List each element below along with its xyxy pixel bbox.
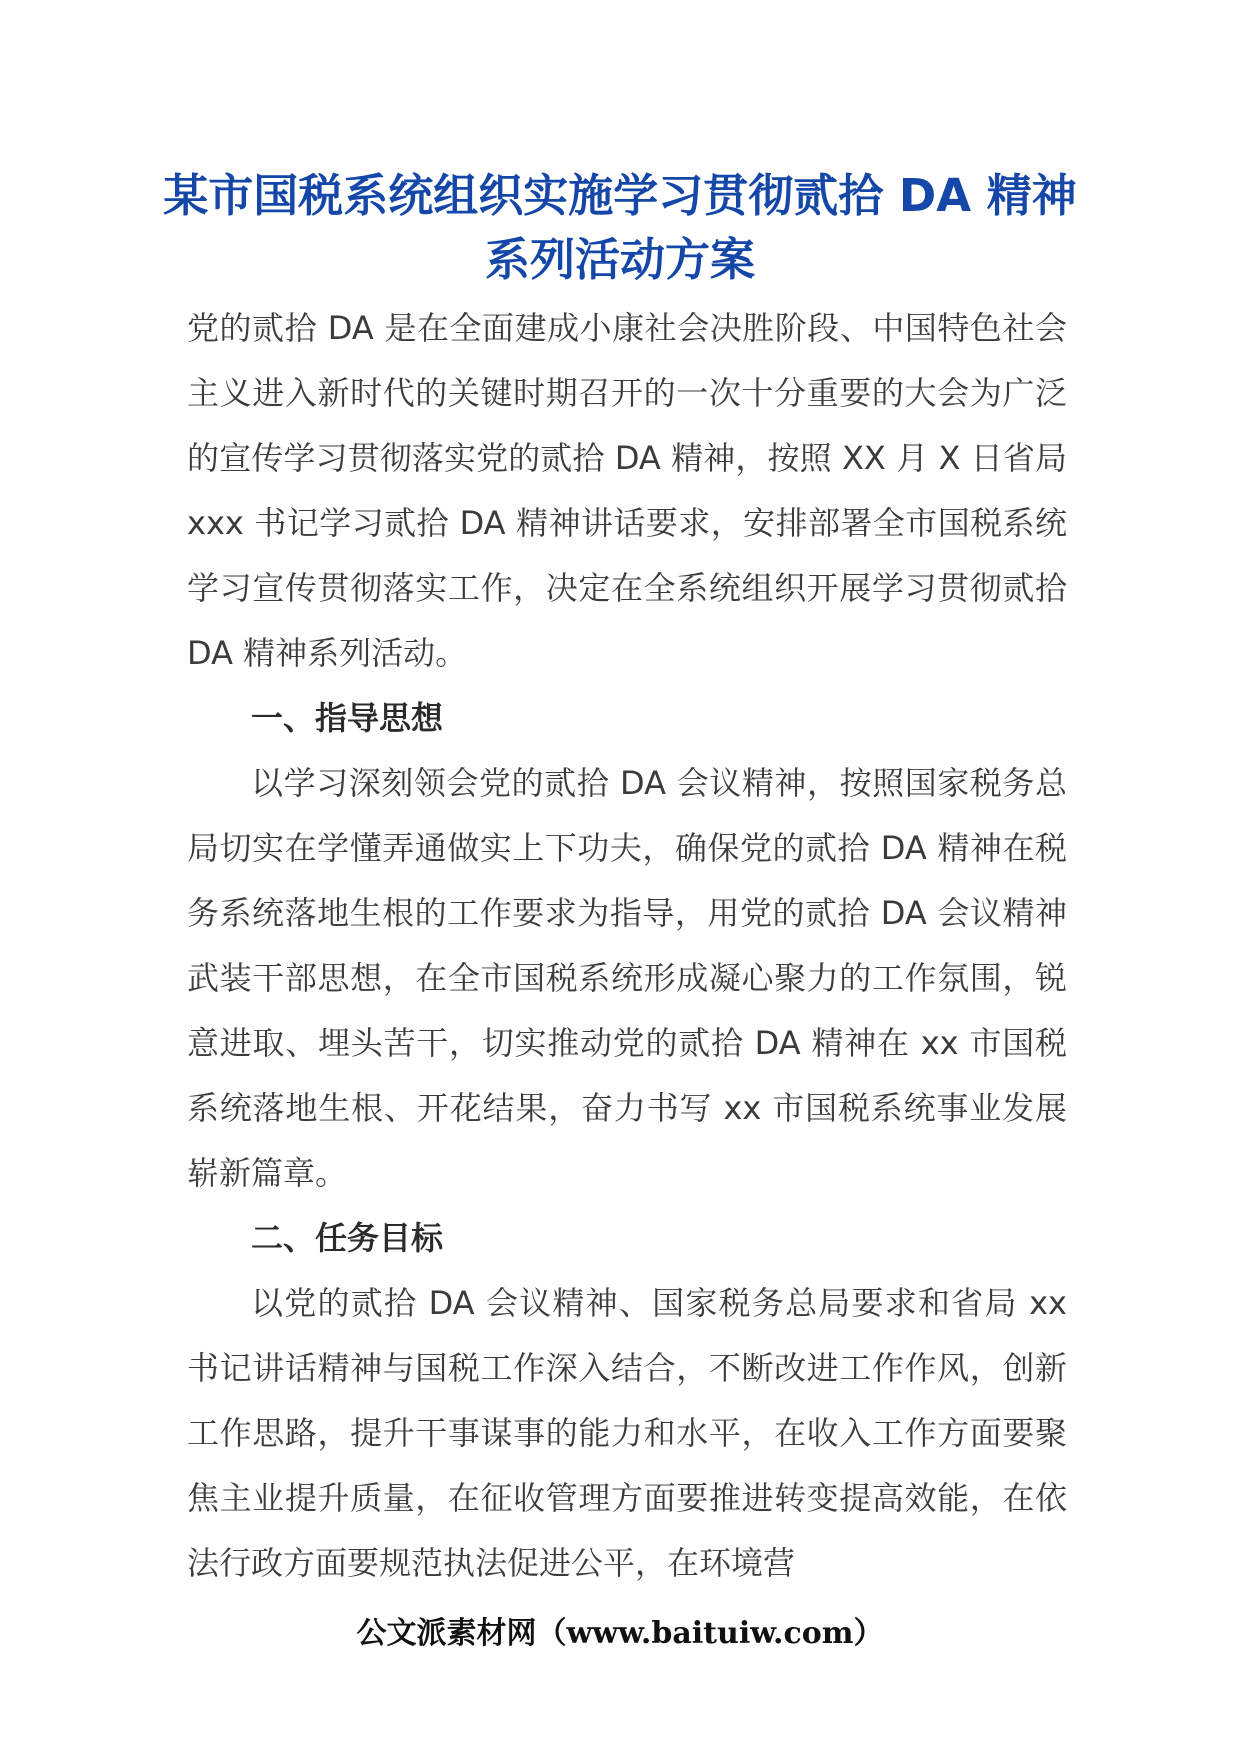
- task-goals-paragraph: 以党的贰拾 DA 会议精神、国家税务总局要求和省局 xx 书记讲话精神与国税工作深入结合，不断改进工作作风，创新工作思路，提升干事谋事的能力和水平，在收入工作方面要聚焦主业提升质量，在征收管理方面要推进转变提高效能，在依法行政方面要规范执法促进公平，在环境营: [187, 1284, 1067, 1582]
- document-title: 某市国税系统组织实施学习贯彻贰拾 DA 精神系列活动方案: [163, 169, 1077, 286]
- section-heading-task-goals: 二、任务目标: [251, 1219, 444, 1257]
- footer-source-label: 公文派素材网（www.baituiw.com）: [356, 1616, 884, 1651]
- document-body: [187, 296, 1067, 1596]
- guiding-ideology-paragraph: 以学习深刻领会党的贰拾 DA 会议精神，按照国家税务总局切实在学懂弄通做实上下功夫，确保党的贰拾 DA 精神在税务系统落地生根的工作要求为指导，用党的贰拾 DA 会议精神武装干部思想，在全市国税系统形成凝心聚力的工作氛围，锐意进取、埋头苦干，切实推动党的贰拾 DA 精神在 xx 市国税系统落地生根、开花结果，奋力书写 xx 市国税系统事业发展崭新篇章。: [187, 764, 1067, 1192]
- section-heading-guiding-ideology: 一、指导思想: [251, 699, 444, 737]
- intro-paragraph: 党的贰拾 DA 是在全面建成小康社会决胜阶段、中国特色社会主义进入新时代的关键时期召开的一次十分重要的大会为广泛的宣传学习贯彻落实党的贰拾 DA 精神，按照 XX 月 X 日省局 xxx 书记学习贰拾 DA 精神讲话要求，安排部署全市国税系统学习宣传贯彻落实工作，决定在全系统组织开展学习贯彻贰拾 DA 精神系列活动。: [187, 309, 1067, 672]
